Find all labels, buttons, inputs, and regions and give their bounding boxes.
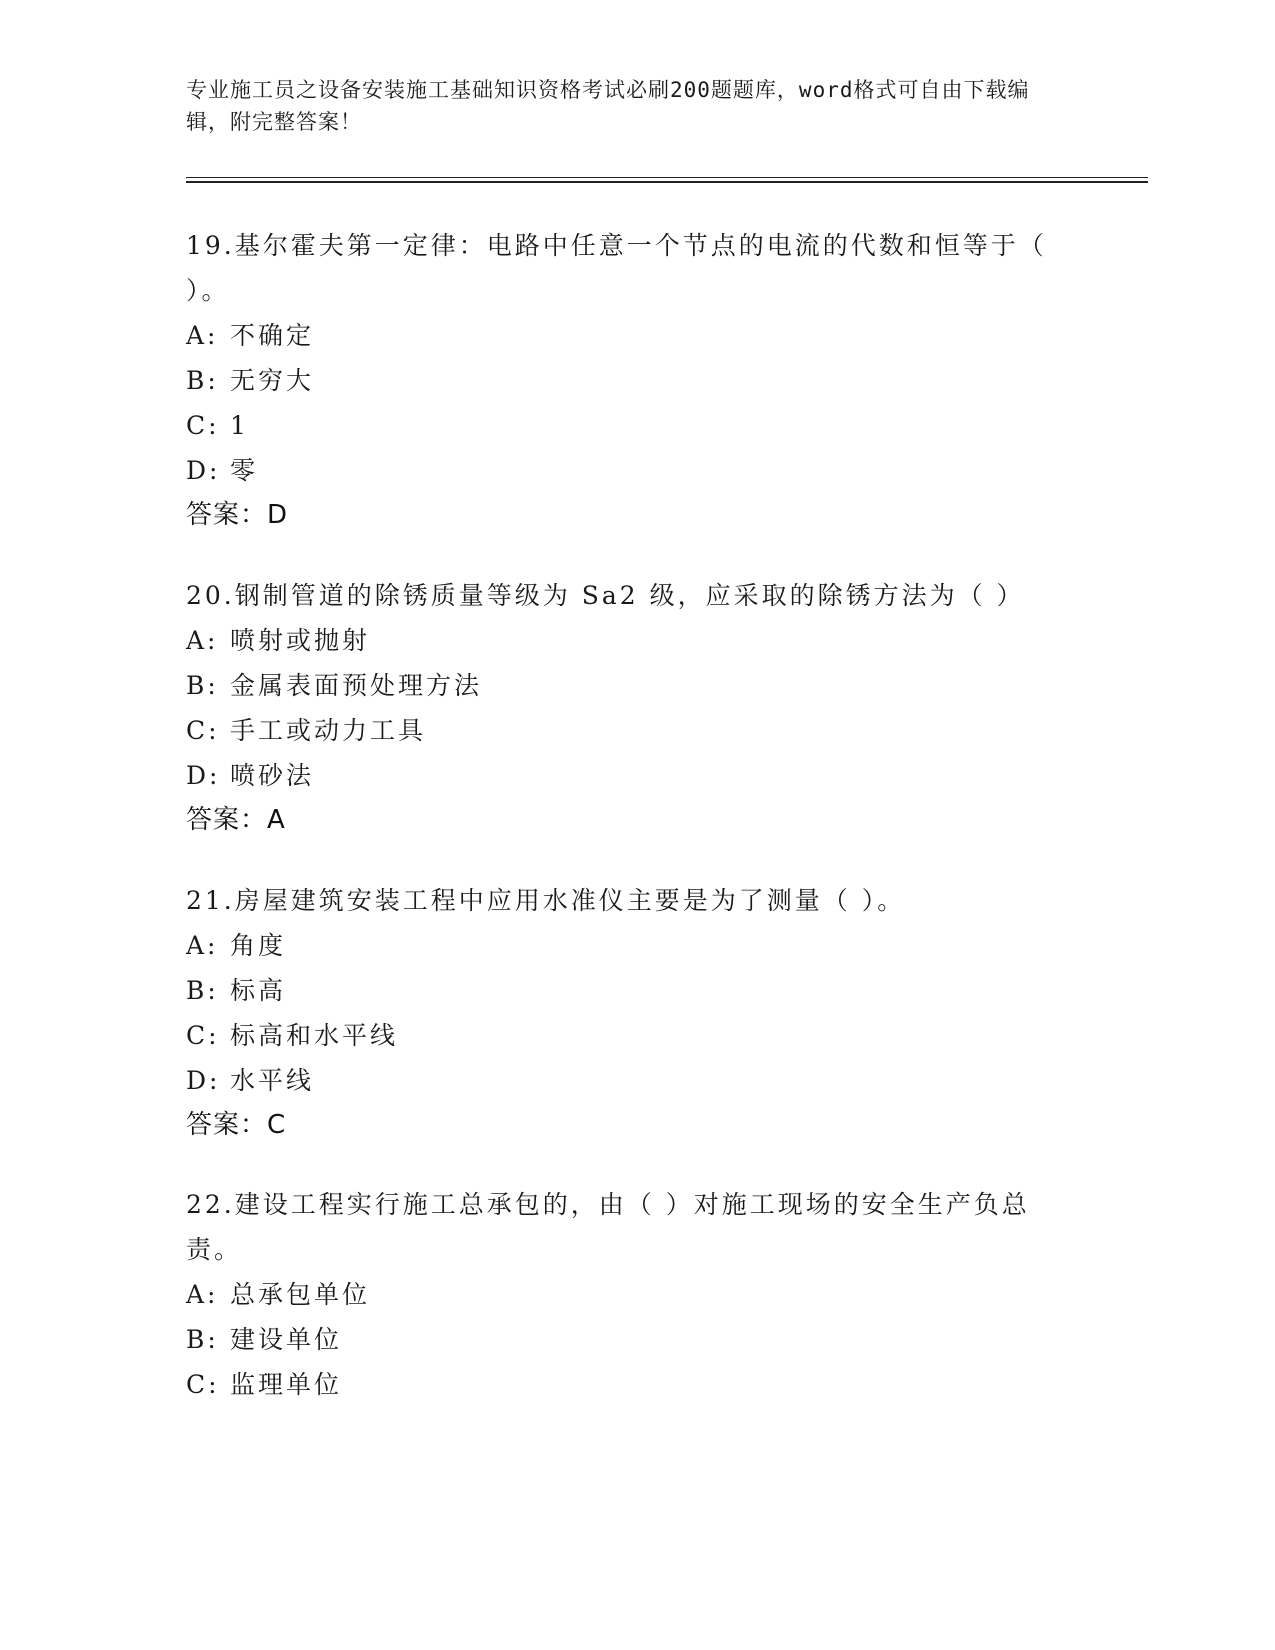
- option-d: [186, 753, 1066, 798]
- option-a: [186, 1272, 1066, 1317]
- question-22: [186, 1182, 1066, 1407]
- option-text: 喷射或抛射: [230, 626, 371, 655]
- option-text: 建设单位: [230, 1325, 343, 1354]
- option-c: [186, 1362, 1066, 1407]
- document-header: 专业施工员之设备安装施工基础知识资格考试必刷200题题库，word格式可自由下载编辑，附完整答案！: [186, 78, 1030, 134]
- option-text: 金属表面预处理方法: [230, 671, 483, 700]
- option-letter: A:: [186, 321, 219, 350]
- option-letter: A:: [186, 1280, 219, 1309]
- option-text: 标高和水平线: [230, 1021, 399, 1050]
- option-letter: B:: [186, 1325, 219, 1354]
- option-letter: D:: [186, 1066, 221, 1095]
- option-letter: B:: [186, 976, 219, 1005]
- option-text: 水平线: [230, 1066, 315, 1095]
- option-text: 喷砂法: [230, 761, 315, 790]
- option-b: [186, 968, 1066, 1013]
- option-text: 不确定: [230, 321, 315, 350]
- option-a: [186, 923, 1066, 968]
- answer-label: 答案：D: [186, 500, 289, 530]
- option-c: [186, 1013, 1066, 1058]
- option-letter: C:: [186, 1370, 220, 1399]
- option-c: [186, 708, 1066, 753]
- option-a: [186, 618, 1066, 663]
- option-c: [186, 403, 1066, 448]
- question-stem: 22.建设工程实行施工总承包的，由（ ）对施工现场的安全生产负总责。: [186, 1190, 1030, 1264]
- option-letter: C:: [186, 716, 220, 745]
- option-b: [186, 358, 1066, 403]
- option-letter: D:: [186, 456, 221, 485]
- option-text: 1: [230, 411, 249, 440]
- option-letter: A:: [186, 626, 219, 655]
- option-b: [186, 663, 1066, 708]
- option-text: 角度: [230, 931, 287, 960]
- option-text: 总承包单位: [230, 1280, 371, 1309]
- option-letter: B:: [186, 671, 219, 700]
- question-21: [186, 878, 1066, 1148]
- option-letter: D:: [186, 761, 221, 790]
- question-stem: 19.基尔霍夫第一定律：电路中任意一个节点的电流的代数和恒等于（ ）。: [186, 231, 1047, 305]
- option-text: 监理单位: [230, 1370, 343, 1399]
- answer-label: 答案：C: [186, 1110, 287, 1140]
- option-letter: C:: [186, 411, 220, 440]
- option-text: 标高: [230, 976, 287, 1005]
- question-20: [186, 573, 1066, 843]
- option-letter: B:: [186, 366, 219, 395]
- option-letter: C:: [186, 1021, 220, 1050]
- answer-label: 答案：A: [186, 805, 286, 835]
- option-d: [186, 1058, 1066, 1103]
- option-a: [186, 313, 1066, 358]
- question-19: [186, 223, 1066, 538]
- option-b: [186, 1317, 1066, 1362]
- option-d: [186, 448, 1066, 493]
- option-text: 无穷大: [230, 366, 315, 395]
- header-divider-thin: [186, 177, 1148, 178]
- option-letter: A:: [186, 931, 219, 960]
- question-stem: 21.房屋建筑安装工程中应用水准仪主要是为了测量（ ）。: [186, 886, 906, 915]
- header-divider-thick: [186, 181, 1148, 183]
- option-text: 手工或动力工具: [230, 716, 427, 745]
- option-text: 零: [230, 456, 259, 485]
- question-stem: 20.钢制管道的除锈质量等级为 Sa2 级，应采取的除锈方法为（ ）: [186, 581, 1025, 610]
